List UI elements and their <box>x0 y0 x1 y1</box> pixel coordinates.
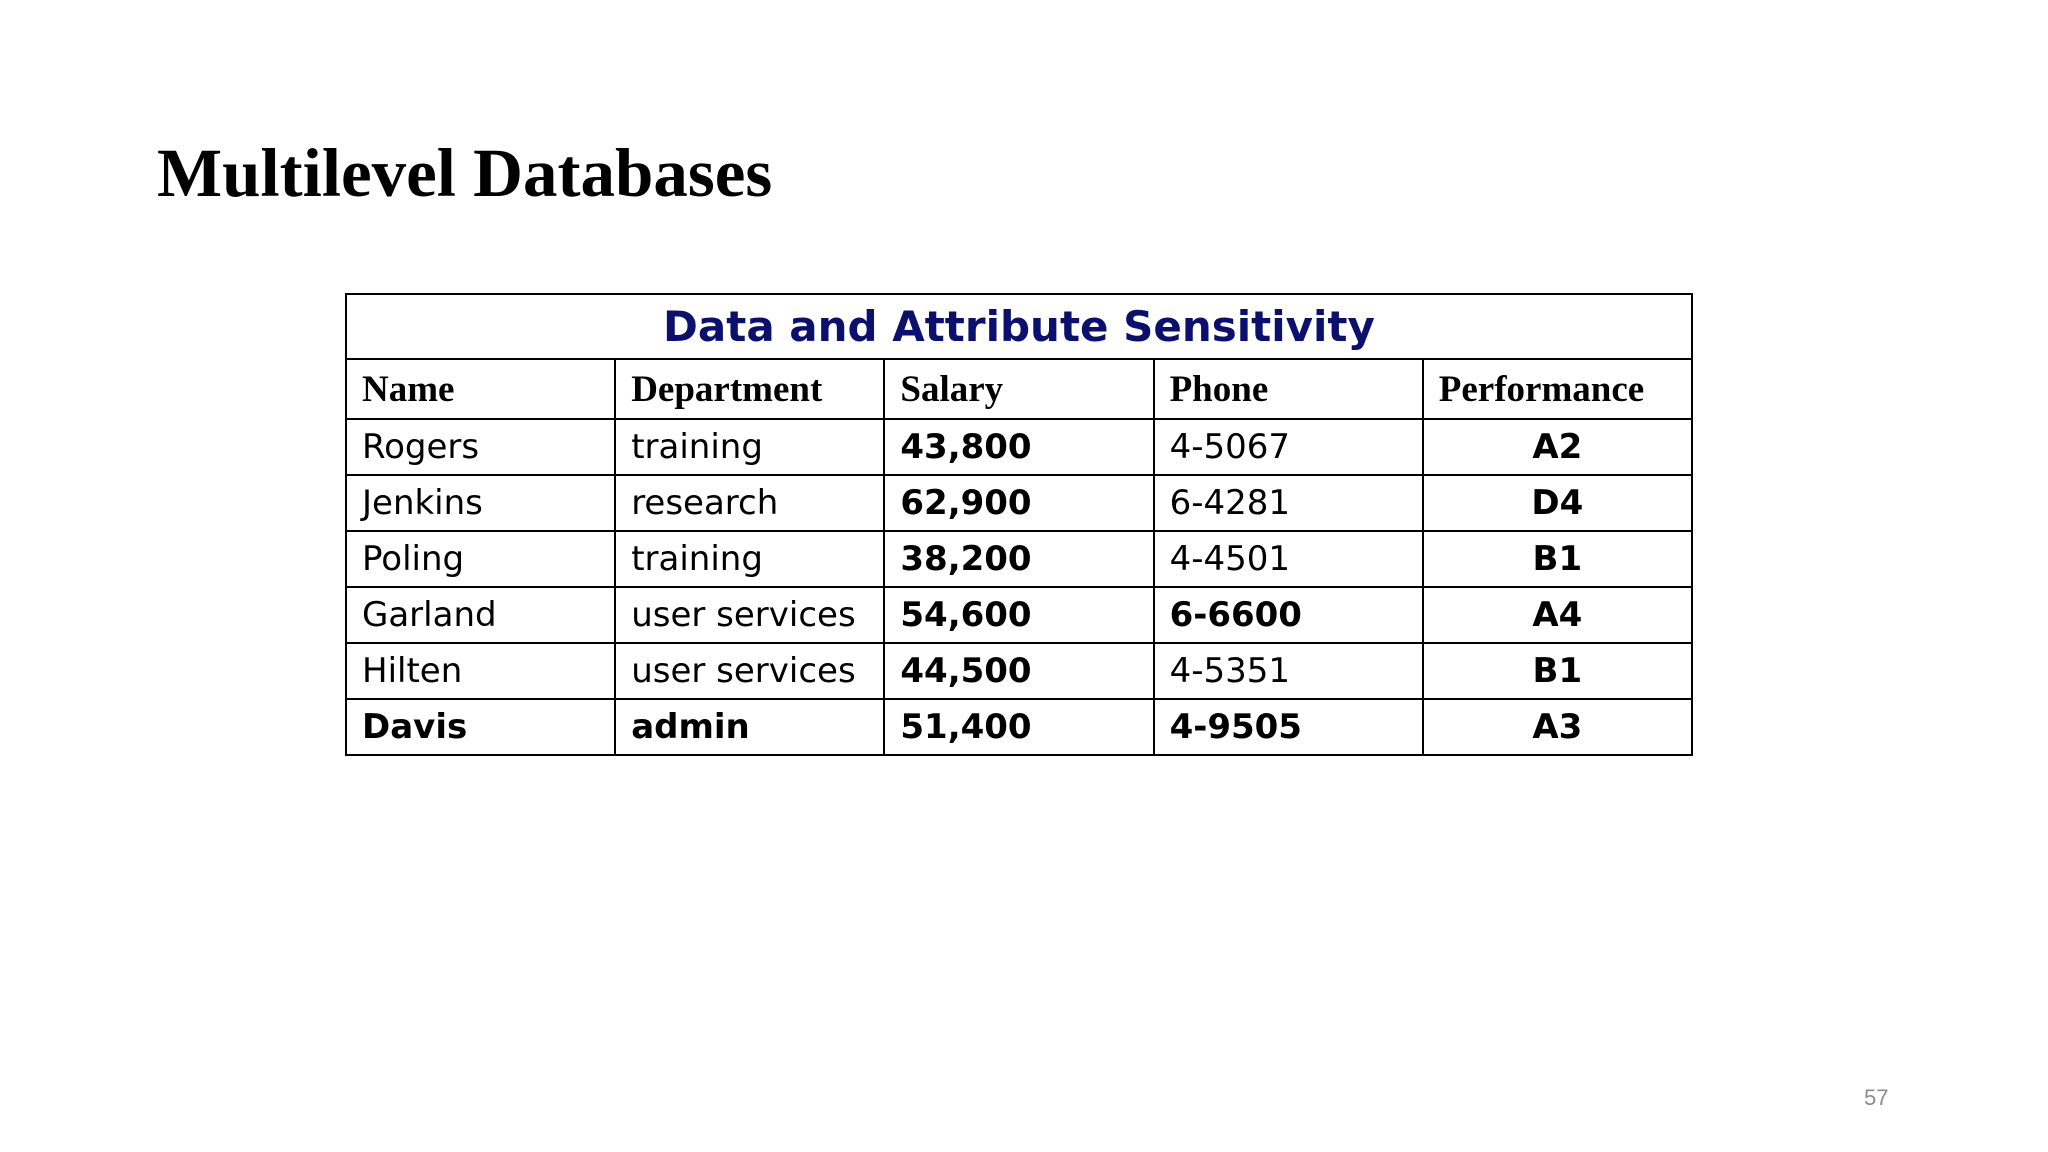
header-phone: Phone <box>1154 359 1423 419</box>
cell-phone: 6-6600 <box>1154 587 1423 643</box>
sensitivity-table <box>345 293 1693 756</box>
cell-name: Davis <box>346 699 615 755</box>
cell-phone: 6-4281 <box>1154 475 1423 531</box>
cell-performance: B1 <box>1423 643 1692 699</box>
header-performance: Performance <box>1423 359 1692 419</box>
slide-title: Multilevel Databases <box>157 135 773 211</box>
table-row <box>346 475 1692 531</box>
cell-department: user services <box>615 643 884 699</box>
table-row <box>346 643 1692 699</box>
cell-salary: 51,400 <box>884 699 1153 755</box>
header-department: Department <box>615 359 884 419</box>
cell-salary: 44,500 <box>884 643 1153 699</box>
table-caption-row <box>346 294 1692 359</box>
table-row <box>346 531 1692 587</box>
cell-phone: 4-5351 <box>1154 643 1423 699</box>
table-header-row <box>346 359 1692 419</box>
cell-salary: 54,600 <box>884 587 1153 643</box>
cell-phone: 4-4501 <box>1154 531 1423 587</box>
cell-performance: A2 <box>1423 419 1692 475</box>
cell-performance: B1 <box>1423 531 1692 587</box>
table-row <box>346 419 1692 475</box>
cell-salary: 62,900 <box>884 475 1153 531</box>
cell-salary: 38,200 <box>884 531 1153 587</box>
cell-name: Poling <box>346 531 615 587</box>
cell-department: user services <box>615 587 884 643</box>
cell-name: Hilten <box>346 643 615 699</box>
header-name: Name <box>346 359 615 419</box>
cell-performance: A4 <box>1423 587 1692 643</box>
cell-name: Rogers <box>346 419 615 475</box>
cell-department: research <box>615 475 884 531</box>
cell-salary: 43,800 <box>884 419 1153 475</box>
table-row <box>346 699 1692 755</box>
cell-department: training <box>615 531 884 587</box>
cell-name: Garland <box>346 587 615 643</box>
cell-department: training <box>615 419 884 475</box>
header-salary: Salary <box>884 359 1153 419</box>
cell-performance: A3 <box>1423 699 1692 755</box>
cell-name: Jenkins <box>346 475 615 531</box>
cell-performance: D4 <box>1423 475 1692 531</box>
cell-phone: 4-5067 <box>1154 419 1423 475</box>
table-caption: Data and Attribute Sensitivity <box>346 294 1692 359</box>
table-row <box>346 587 1692 643</box>
page-number: 57 <box>1864 1085 1889 1110</box>
cell-department: admin <box>615 699 884 755</box>
cell-phone: 4-9505 <box>1154 699 1423 755</box>
